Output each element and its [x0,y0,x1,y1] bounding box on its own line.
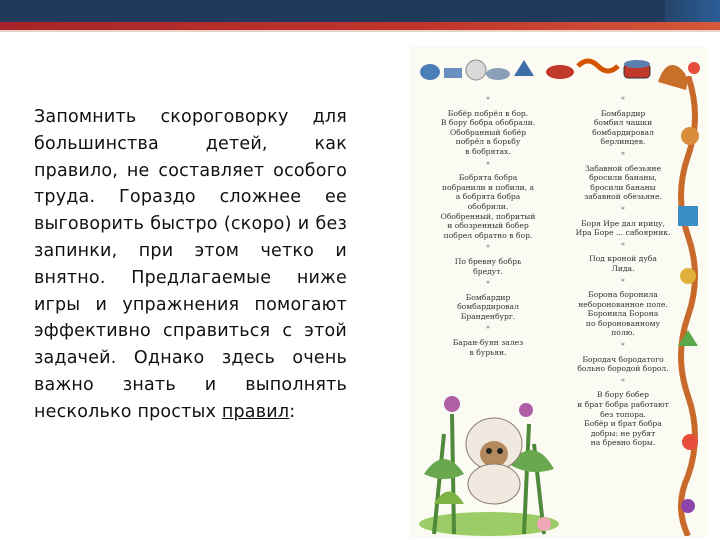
rules-link[interactable]: правил [221,401,290,422]
separator-star: * [621,96,625,104]
separator-star: * [621,241,625,250]
tongue-twister: Боря Ире дал ирицу, Ира Боре ... сабоярник. [575,218,671,238]
sheep-in-thistles-illustration-icon [414,374,564,538]
tongue-twister: Бомбардир бомбил чашки бомбардировал берлинцев. [592,108,654,147]
right-text-column [568,96,678,452]
separator-star: * [486,160,490,169]
paragraph-colon: : [289,401,296,422]
separator-star: * [486,244,490,253]
separator-star: * [621,205,625,214]
tongue-twister: Забавной обезьяне бросили бананы, бросили бананы забавной обезьяне. [584,163,662,202]
separator-star: * [486,280,490,289]
left-text-column [428,96,548,361]
tongue-twister: Под кроной дуба Лида. [589,254,657,273]
tongue-twister: Бомбардир бомбардировал Бранденбург. [457,292,519,321]
decorative-border-top-icon [410,46,708,92]
tongue-twister: Баран-буян залез в бурьян. [452,338,524,357]
paragraph-text: Запомнить скороговорку для большинства детей, как правило, не составляет особого труда. Гораздо сложнее ее выговорить быстро (скоро) и без запинки, при этом четко и внятно. Предлагаемые ниже игры и упражнения помогают эффективно справиться с этой задачей. Однако здесь очень важно знать и выполнять несколько простых [34,107,347,422]
separator-star: * [486,96,490,104]
tongue-twister: По бревну бобрь бредут. [454,256,522,276]
separator-star: * [486,325,490,334]
body-paragraph [34,104,347,426]
tongue-twister: Бобёр побрёл в бор. В бору бобра обобрали. Обобранный бобёр побрёл в борьбу в бобрятах. [440,108,536,156]
separator-star: * [621,277,625,286]
title-bar-rule [0,30,720,32]
separator-star: * [621,377,625,386]
tongue-twister: Бобрята бобра побранили и побили, а а бобрята бобра обобрили. Обобренный, побритый и обозренный бобер побрел обратно в бор. [440,173,536,240]
title-bar-stripe [0,22,720,30]
tongue-twister: Бородач бородатого больно бородой борол. [577,354,669,374]
title-bar-band [0,0,720,22]
tongue-twister: В бору бобер и брат бобра работают без топора. Бобёр и брат бобра добры: не рубят на бревно боры. [577,390,669,448]
separator-star: * [621,150,625,159]
separator-star: * [621,342,625,351]
tongue-twister: Борона боронила неборонованное поле. Боронила Борона по боронованному полю. [578,290,668,338]
book-page-image [410,46,708,538]
